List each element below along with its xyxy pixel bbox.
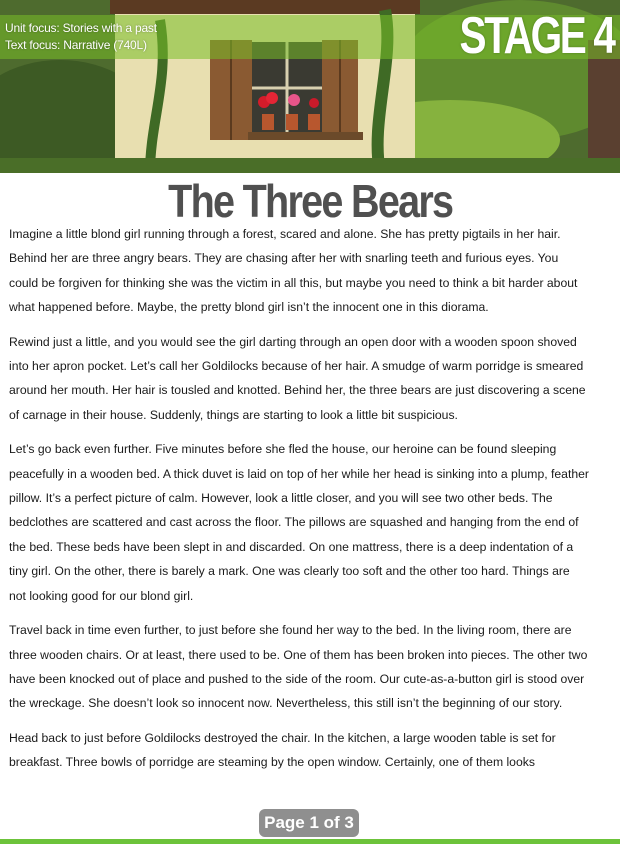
page-title-text: The Three Bears	[167, 175, 453, 227]
stage-label: STAGE 4	[459, 7, 614, 65]
text-focus-label: Text focus: Narrative (740L)	[5, 38, 147, 52]
unit-focus-label: Unit focus: Stories with a past	[5, 21, 157, 35]
page-indicator: Page 1 of 3	[259, 809, 359, 837]
header-banner	[0, 0, 620, 173]
page-title	[0, 176, 620, 226]
paragraph: Rewind just a little, and you would see the girl darting through an open door with a wooden spoon shoved into her apron pocket. Let’s call her Goldilocks because of her hair. A smudge of warm porridge is smeared around her mouth. Her hair is tousled and knotted. Behind her, the three bears are just discovering a scene of carnage in their house. Suddenly, things are starting to look a little bit suspicious.	[9, 334, 586, 422]
bottom-accent-bar	[0, 839, 620, 844]
paragraph: Imagine a little blond girl running through a forest, scared and alone. She has pretty pigtails in her hair. Behind her are three angry bears. They are chasing after her with snarling teeth and furious eyes. You could be forgiven for thinking she was the victim in all this, but maybe you need to think a bit harder about what happened before. Maybe, the pretty blond girl isn’t the innocent one in this diorama.	[9, 227, 578, 315]
paragraph: Head back to just before Goldilocks destroyed the chair. In the kitchen, a large wooden table is set for breakfast. Three bowls of porridge are steaming by the open window. Certainly, one of them looks	[9, 730, 556, 770]
paragraph: Let’s go back even further. Five minutes before she fled the house, our heroine can be found sleeping peacefully in a wooden bed. A thick duvet is laid on top of her while her head is sinking into a plump, feather pillow. It’s a perfect picture of calm. However, look a little closer, and you will see two other beds. The bedclothes are scattered and cast across the floor. The pillows are squashed and hanging from the end of the bed. These beds have been slept in and discarded. On one mattress, there is a deep indentation of a tiny girl. On the other, there is barely a mark. One was clearly too soft and the other too hard. Things are not looking good for our blond girl.	[9, 442, 589, 603]
story-body	[9, 222, 589, 785]
paragraph: Travel back in time even further, to just before she found her way to the bed. In the living room, there are three wooden chairs. Or at least, there used to be. One of them has been broken into pieces. The other two have been knocked out of place and pushed to the side of the room. Our cute-as-a-button girl is stood over the wreckage. She doesn’t look so innocent now. Nevertheless, this still isn’t the beginning of our story.	[9, 623, 588, 711]
